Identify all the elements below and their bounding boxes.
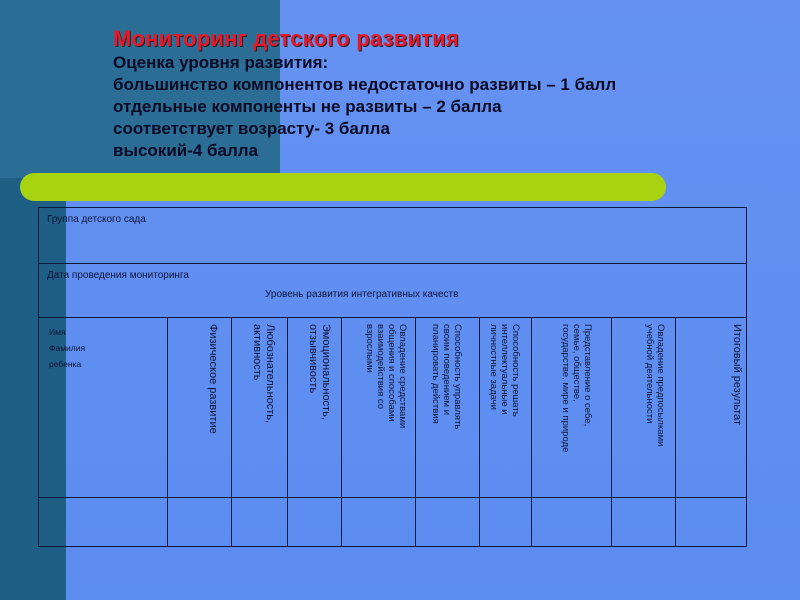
data-cell-divider — [341, 498, 342, 547]
monitoring-table — [38, 207, 747, 547]
data-cell-divider — [611, 498, 612, 547]
column-header-label: Итоговый результат — [731, 324, 743, 426]
column-header-label: Представление о себе, семье, обществе, государстве, мире и природе — [560, 324, 593, 453]
table-row-headers — [39, 318, 746, 498]
column-learning-prerequisites — [611, 318, 676, 497]
column-curiosity — [231, 318, 288, 497]
scale-level-3: соответствует возрасту- 3 балла — [113, 119, 390, 138]
column-header-label: Эмоциональность, отзывчивость — [307, 324, 332, 420]
table-row-date — [39, 264, 746, 318]
green-divider-bar — [20, 173, 666, 201]
child-name-header — [49, 324, 85, 372]
data-cell-divider — [167, 498, 168, 547]
name-line-3: ребенка — [49, 359, 82, 369]
column-self-control — [415, 318, 480, 497]
table-row-data — [39, 498, 746, 547]
group-label: Группа детского сада — [47, 214, 146, 225]
data-cell-divider — [531, 498, 532, 547]
scale-heading: Оценка уровня развития: — [113, 53, 329, 72]
scale-level-4: высокий-4 балла — [113, 141, 259, 160]
data-cell-divider — [415, 498, 416, 547]
column-header-label: Физическое развитие — [207, 324, 219, 434]
page-title: Мониторинг детского развития — [113, 26, 459, 51]
level-label: Уровень развития интегративных качеств — [265, 289, 459, 300]
data-cell-divider — [287, 498, 288, 547]
date-label: Дата проведения мониторинга — [47, 270, 189, 281]
name-line-2: Фамилия — [49, 343, 86, 353]
table-row-group — [39, 208, 746, 264]
column-physical — [167, 318, 232, 497]
header-block — [113, 26, 773, 162]
column-header-label: Любознательность, активность — [251, 324, 276, 424]
column-total — [675, 318, 749, 497]
column-header-label: Овладение средствами общения и способами взаимодействия со взрослыми — [364, 324, 408, 429]
column-communication — [341, 318, 416, 497]
column-header-label: Способность управлять своим поведением и планировать действия — [430, 324, 463, 430]
data-cell-divider — [231, 498, 232, 547]
column-header-label: Способность решать интеллектуальные и личностные задачи — [488, 324, 521, 417]
scale-level-2: отдельные компоненты не развиты – 2 балла — [113, 97, 502, 116]
data-cell-divider — [675, 498, 676, 547]
data-cell-divider — [479, 498, 480, 547]
name-line-1: Имя — [49, 327, 66, 337]
column-header-label: Овладение предпосылками учебной деятельности — [644, 324, 666, 447]
column-emotionality — [287, 318, 342, 497]
column-problem-solving — [479, 318, 532, 497]
scale-level-1: большинство компонентов недостаточно развиты – 1 балл — [113, 75, 617, 94]
column-world-view — [531, 318, 612, 497]
